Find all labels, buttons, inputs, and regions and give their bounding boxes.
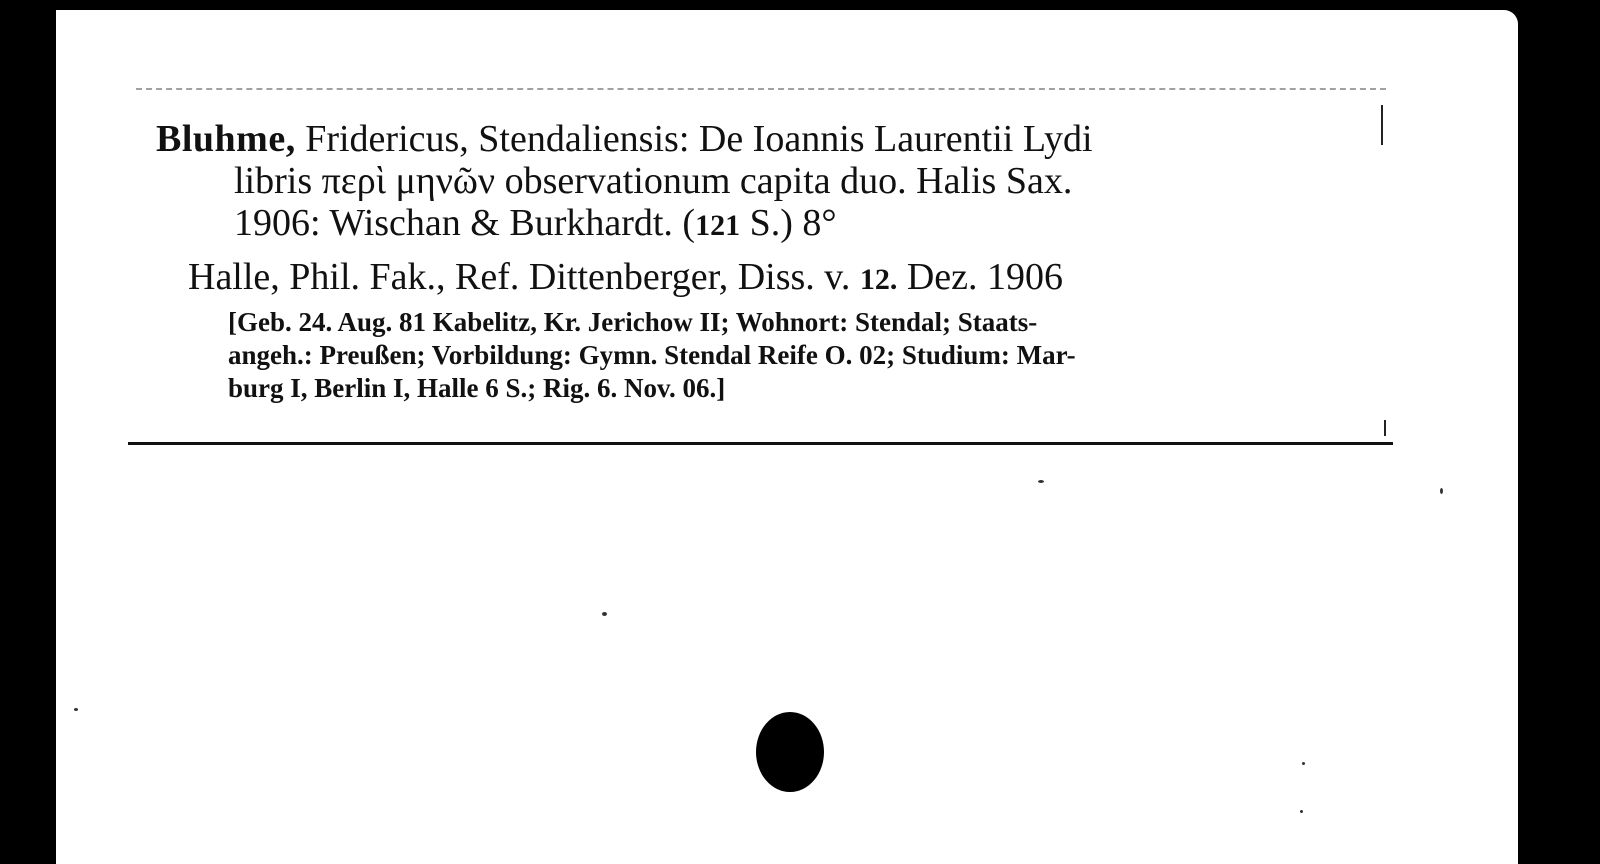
- entry-line-3: [156, 202, 1366, 247]
- format: S.) 8°: [740, 202, 837, 244]
- thesis-note: [156, 253, 1366, 304]
- punch-hole: [756, 712, 824, 792]
- entry-line-2: libris περὶ μηνῶν observationum capita duo. Halis Sax.: [234, 160, 1073, 202]
- catalog-card: [56, 10, 1518, 864]
- top-dashed-rule: [136, 88, 1386, 90]
- biographical-note: [156, 306, 1354, 405]
- bio-line-2: angeh.: Preußen; Vorbildung: Gymn. Stendal Reife O. 02; Studium: Mar-: [228, 340, 1076, 370]
- thesis-faculty: Halle, Phil. Fak., Ref. Dittenberger, Diss. v.: [188, 256, 860, 298]
- right-margin-mark: [1384, 420, 1386, 436]
- page-count: 121: [695, 209, 741, 242]
- entry-line-1: [156, 118, 1366, 160]
- bibliographic-entry: [156, 118, 1366, 405]
- speck: [602, 612, 607, 616]
- author-name: Bluhme,: [156, 118, 296, 160]
- speck: [1300, 810, 1303, 813]
- right-margin-mark: [1381, 105, 1383, 145]
- title-start: Fridericus, Stendaliensis: De Ioannis Laurentii Lydi: [295, 118, 1093, 160]
- bottom-rule: [128, 442, 1393, 445]
- thesis-day: 12.: [859, 263, 898, 296]
- bio-line-1: [Geb. 24. Aug. 81 Kabelitz, Kr. Jerichow II; Wohnort: Stendal; Staats-: [228, 307, 1038, 337]
- bio-line-3: burg I, Berlin I, Halle 6 S.; Rig. 6. Nov. 06.]: [228, 373, 726, 403]
- speck: [74, 708, 78, 711]
- imprint: 1906: Wischan & Burkhardt. (: [234, 202, 696, 244]
- speck: [1038, 480, 1044, 483]
- speck: [1302, 762, 1305, 765]
- speck: [1440, 488, 1443, 494]
- thesis-date: Dez. 1906: [897, 256, 1064, 298]
